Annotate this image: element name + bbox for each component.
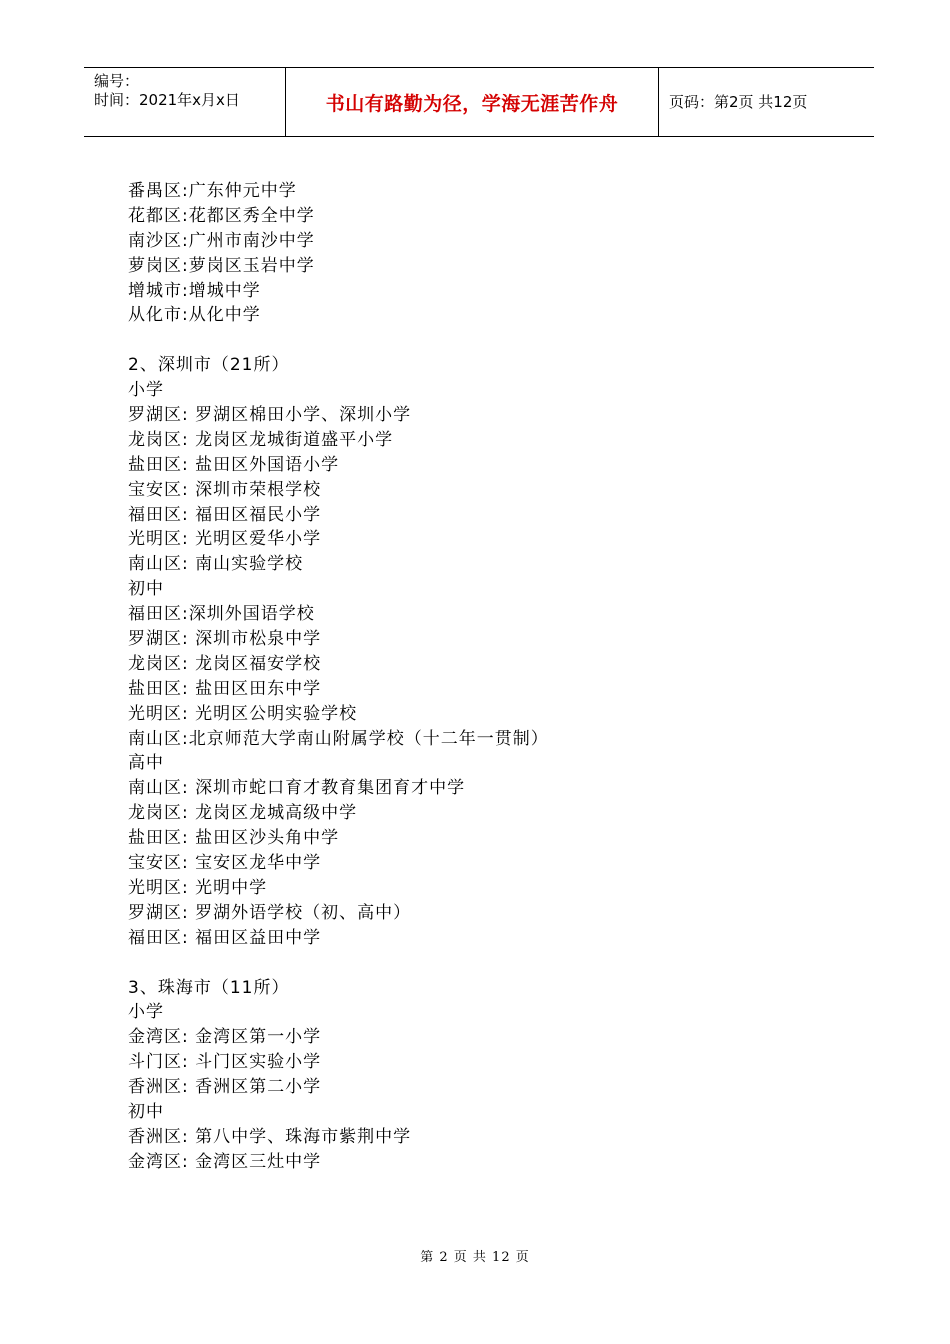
text-line: 金湾区: 金湾区三灶中学 [128, 1151, 322, 1172]
text-line: 龙岗区: 龙岗区福安学校 [128, 653, 322, 674]
header-motto: 书山有路勤为径，学海无涯苦作舟 [325, 93, 619, 115]
text-line: 南山区:北京师范大学南山附属学校（十二年一贯制） [128, 728, 549, 749]
text-line: 斗门区: 斗门区实验小学 [128, 1052, 322, 1073]
text-line: 罗湖区: 罗湖外语学校（初、高中） [128, 902, 412, 923]
text-line: 光明区: 光明区公明实验学校 [128, 703, 358, 724]
blank-line [128, 328, 888, 353]
text-line: 2、深圳市（21所） [128, 355, 290, 376]
text-line: 从化市:从化中学 [128, 305, 261, 326]
text-line: 盐田区: 盐田区沙头角中学 [128, 828, 340, 849]
text-line: 花都区:花都区秀全中学 [128, 205, 315, 226]
text-line: 盐田区: 盐田区外国语小学 [128, 454, 340, 475]
text-line: 罗湖区: 深圳市松泉中学 [128, 629, 322, 650]
header-meta-cell [84, 68, 286, 136]
text-line: 龙岗区: 龙岗区龙城街道盛平小学 [128, 429, 394, 450]
text-line: 龙岗区: 龙岗区龙城高级中学 [128, 803, 358, 824]
text-line: 南山区: 南山实验学校 [128, 554, 304, 575]
text-line: 3、珠海市（11所） [128, 977, 290, 998]
text-line: 福田区: 福田区益田中学 [128, 927, 322, 948]
page-header [84, 67, 874, 137]
text-line: 宝安区: 深圳市荣根学校 [128, 479, 322, 500]
text-line: 初中 [128, 579, 164, 600]
text-line: 香洲区: 第八中学、珠海市紫荆中学 [128, 1126, 412, 1147]
page-footer: 第 2 页 共 12 页 [420, 1250, 530, 1265]
text-line: 宝安区: 宝安区龙华中学 [128, 853, 322, 874]
header-motto-cell [286, 68, 659, 136]
document-number-label: 编号： [94, 72, 140, 90]
text-line: 初中 [128, 1101, 164, 1122]
text-line: 罗湖区: 罗湖区棉田小学、深圳小学 [128, 405, 412, 426]
text-line: 福田区:深圳外国语学校 [128, 604, 315, 625]
blank-line [128, 951, 888, 976]
header-page-cell [659, 68, 874, 136]
text-line: 福田区: 福田区福民小学 [128, 504, 322, 525]
text-line: 小学 [128, 380, 164, 401]
text-line: 金湾区: 金湾区第一小学 [128, 1027, 322, 1048]
text-line: 光明区: 光明区爱华小学 [128, 529, 322, 550]
text-line: 盐田区: 盐田区田东中学 [128, 678, 322, 699]
document-time-label: 时间：2021年x月x日 [94, 91, 240, 109]
text-line: 香洲区: 香洲区第二小学 [128, 1077, 322, 1098]
text-line: 增城市:增城中学 [128, 280, 261, 301]
text-line: 小学 [128, 1002, 164, 1023]
text-line: 光明区: 光明中学 [128, 877, 268, 898]
text-line: 高中 [128, 753, 164, 774]
text-line: 南沙区:广州市南沙中学 [128, 230, 315, 251]
text-line: 南山区: 深圳市蛇口育才教育集团育才中学 [128, 778, 466, 799]
text-line: 萝岗区:萝岗区玉岩中学 [128, 255, 315, 276]
header-page-info: 页码：第2页 共12页 [669, 93, 808, 111]
text-line: 番禺区:广东仲元中学 [128, 181, 297, 201]
document-body [128, 179, 888, 1175]
